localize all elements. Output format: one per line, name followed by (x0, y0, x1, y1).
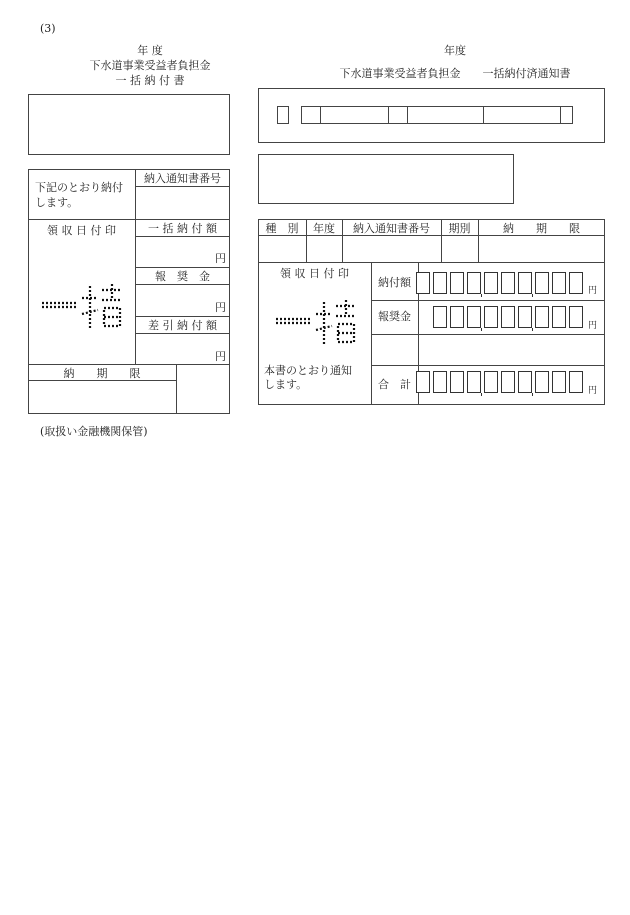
left-notice-number-label: 納入通知書番号 (144, 172, 221, 185)
digit-box (518, 371, 532, 393)
left-title-line3: 一 括 納 付 書 (115, 74, 185, 87)
left-instruction-2: します。 (35, 196, 79, 209)
digit-separator-tick (481, 294, 482, 297)
digit-separator-tick (481, 328, 482, 331)
header-type: 種 別 (265, 222, 299, 235)
left-due-label: 納 期 限 (63, 367, 141, 380)
left-instruction-1: 下記のとおり納付 (35, 181, 123, 194)
stamp-ikkatsu-left (40, 282, 125, 330)
left-title-year: 年 度 (137, 44, 163, 57)
stamp-ikkatsu-right (274, 298, 359, 346)
digit-box (467, 371, 481, 393)
digit-box (518, 306, 532, 328)
right-address-box (258, 154, 514, 204)
row-yen-reward: 円 (588, 321, 598, 331)
right-title-year: 年度 (444, 44, 466, 57)
digit-box (484, 306, 498, 328)
digit-separator-tick (481, 393, 482, 396)
left-net-amount-label: 差 引 納 付 額 (148, 319, 217, 332)
digit-box (569, 371, 583, 393)
digit-box (552, 272, 566, 294)
digit-box (535, 306, 549, 328)
left-reward-label: 報 奨 金 (155, 270, 210, 283)
right-notice-text-2: します。 (264, 378, 308, 391)
header-due-date: 納 期 限 (503, 222, 580, 235)
left-address-box (28, 94, 230, 155)
right-title-line2: 下水道事業受益者負担金 一括納付済通知書 (339, 67, 571, 80)
digit-box (467, 272, 481, 294)
row-label-payment: 納付額 (378, 276, 411, 289)
digit-box (433, 272, 447, 294)
digit-box (450, 272, 464, 294)
header-period: 期別 (448, 222, 471, 235)
code-slots (301, 106, 573, 124)
right-notice-text-1: 本書のとおり通知 (264, 364, 352, 377)
digit-box (552, 306, 566, 328)
left-yen-1: 円 (215, 252, 226, 265)
digit-separator-tick (532, 328, 533, 331)
digit-box (501, 371, 515, 393)
digit-box (416, 371, 430, 393)
page-number: (3) (40, 22, 56, 35)
digit-box (450, 306, 464, 328)
digit-box (518, 272, 532, 294)
header-notice-number: 納入通知書番号 (353, 222, 430, 235)
left-lump-sum-label: 一 括 納 付 額 (148, 222, 217, 235)
row-label-total: 合 計 (378, 378, 411, 391)
digit-box (569, 272, 583, 294)
digit-box (569, 306, 583, 328)
digit-box (433, 306, 447, 328)
digit-box (484, 272, 498, 294)
digit-box (535, 371, 549, 393)
left-receipt-stamp-label: 領 収 日 付 印 (47, 224, 116, 237)
digit-box (433, 371, 447, 393)
digit-box (416, 272, 430, 294)
left-yen-2: 円 (215, 301, 226, 314)
digit-box (552, 371, 566, 393)
digit-box (501, 306, 515, 328)
row-yen-payment: 円 (588, 286, 598, 296)
right-receipt-stamp-label: 領 収 日 付 印 (280, 267, 349, 280)
header-year: 年度 (313, 222, 335, 235)
left-yen-3: 円 (215, 350, 226, 363)
row-yen-total: 円 (588, 386, 598, 396)
code-slot (277, 106, 289, 124)
digit-box (450, 371, 464, 393)
digit-box (535, 272, 549, 294)
row-label-reward: 報奨金 (378, 310, 411, 323)
digit-box (501, 272, 515, 294)
digit-box (467, 306, 481, 328)
digit-box (484, 371, 498, 393)
digit-separator-tick (532, 294, 533, 297)
left-title-line2: 下水道事業受益者負担金 (89, 59, 211, 72)
left-footer-note: (取扱い金融機関保管) (40, 425, 148, 438)
digit-separator-tick (532, 393, 533, 396)
